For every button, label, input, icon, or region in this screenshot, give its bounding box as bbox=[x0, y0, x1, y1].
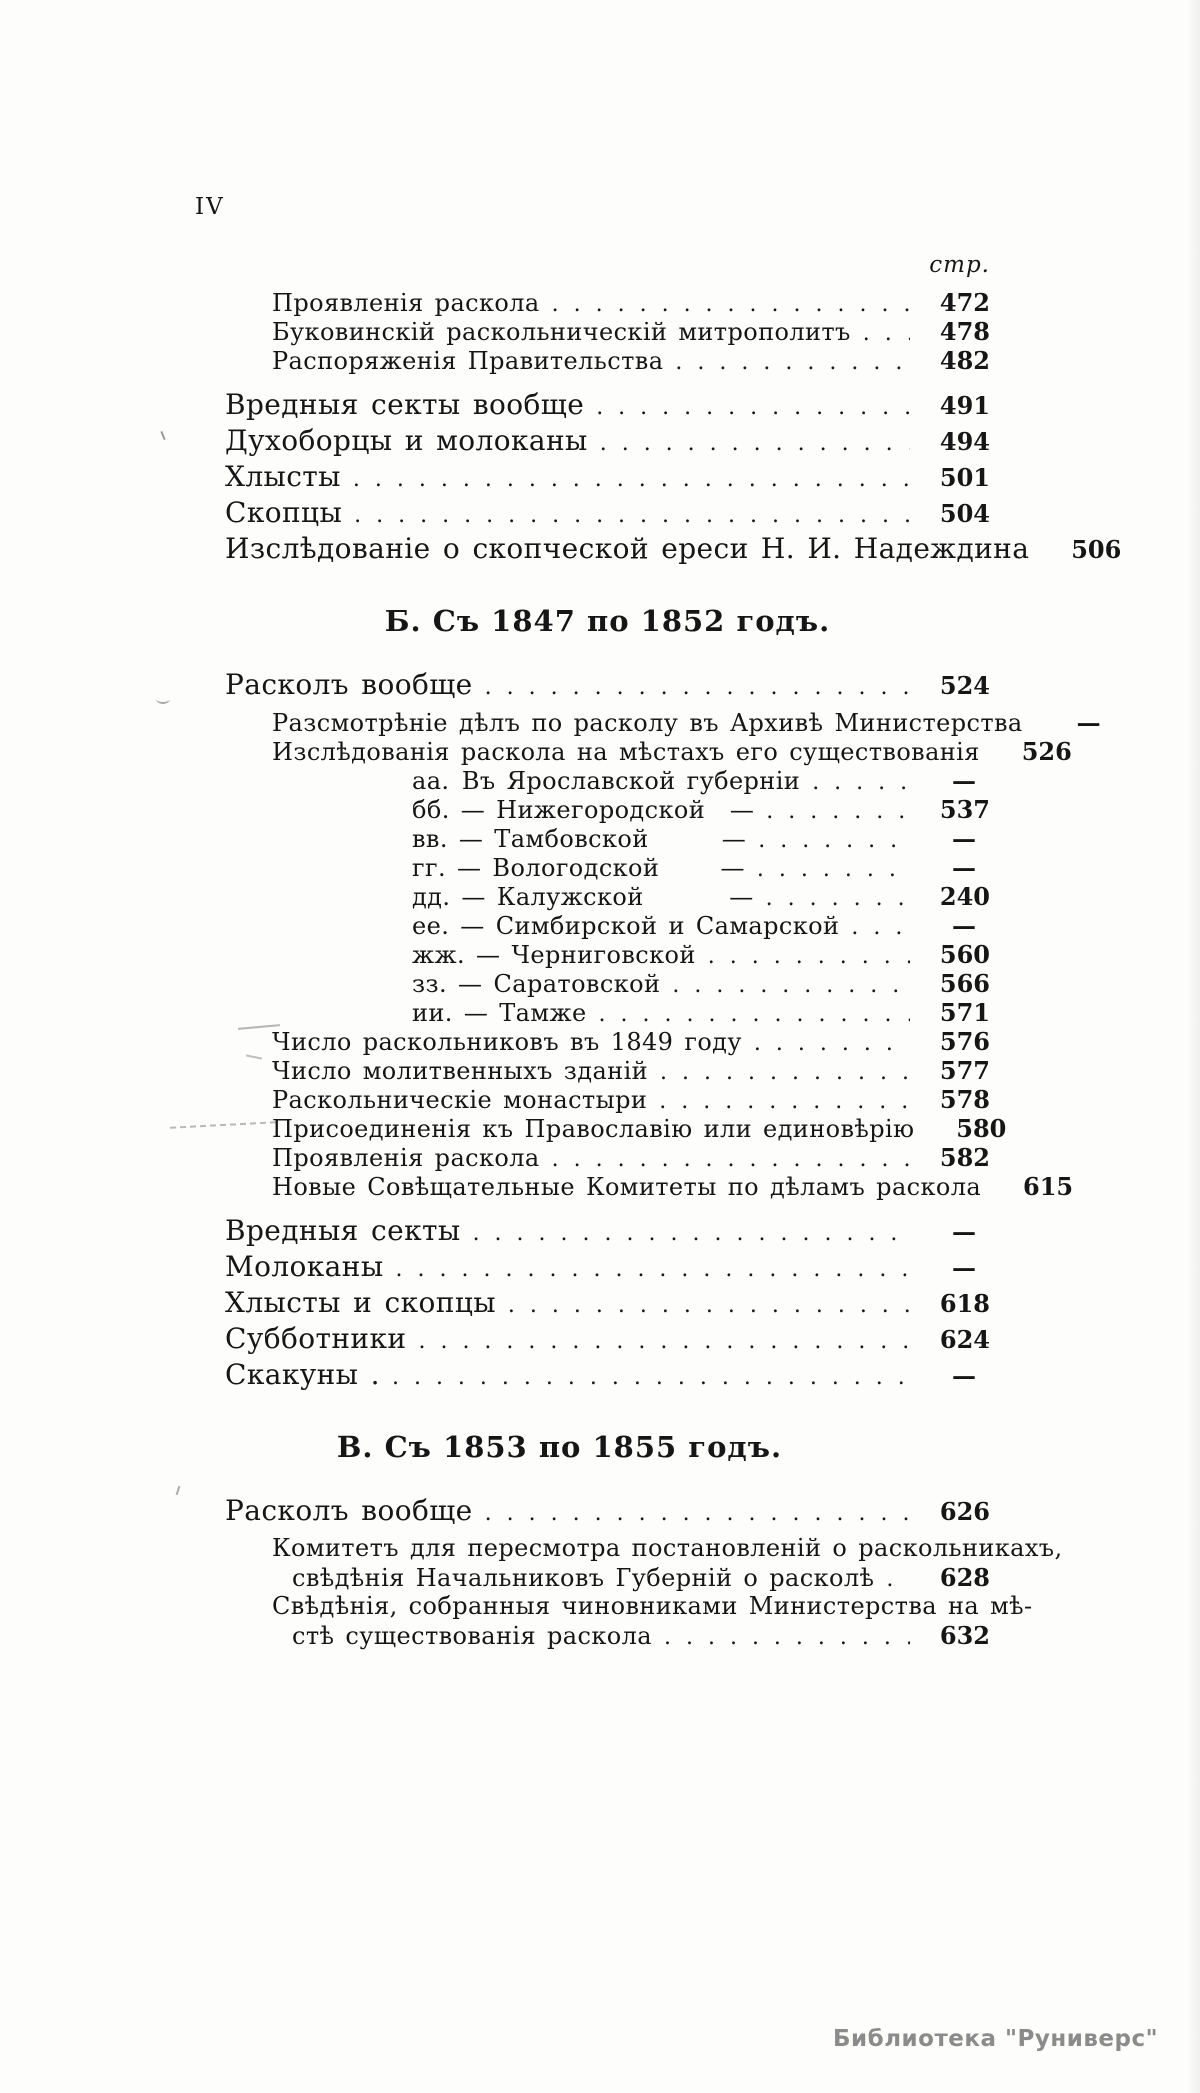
dot-leader bbox=[754, 1029, 910, 1058]
page-number: 491 bbox=[939, 391, 990, 420]
dot-leader bbox=[353, 462, 910, 498]
toc-entry-label: Хлысты и скопцы bbox=[225, 1286, 496, 1319]
toc-row bbox=[0, 1249, 990, 1285]
toc-entry-label: Изслѣдованія раскола на мѣстахъ его существованія bbox=[272, 738, 980, 766]
page-number: — bbox=[952, 1361, 976, 1390]
page-number: 524 bbox=[939, 671, 990, 700]
toc-row bbox=[0, 667, 990, 703]
toc-row bbox=[0, 795, 990, 824]
toc-row bbox=[0, 495, 990, 531]
page-number: 501 bbox=[939, 463, 990, 492]
toc-entry-label: Проявленія раскола bbox=[272, 289, 540, 317]
dot-leader bbox=[485, 670, 910, 706]
dot-leader bbox=[552, 290, 910, 319]
page-number: — bbox=[952, 1253, 976, 1282]
dot-leader bbox=[473, 1216, 910, 1252]
toc-entry-label: Субботники bbox=[225, 1322, 407, 1355]
toc-row bbox=[0, 998, 990, 1027]
page-number: 577 bbox=[939, 1056, 990, 1085]
toc-row bbox=[0, 459, 990, 495]
dot-leader bbox=[664, 1623, 910, 1652]
toc-entry-label: Новые Совѣщательные Комитеты по дѣламъ раскола bbox=[272, 1173, 982, 1201]
toc-entry-label: гг. — Вологодской — bbox=[412, 854, 745, 882]
toc-row bbox=[0, 1321, 990, 1357]
toc-entry-label: Раскольническіе монастыри bbox=[272, 1086, 648, 1114]
page-number: — bbox=[952, 766, 976, 795]
dot-leader bbox=[708, 942, 910, 971]
toc-entry-label: Скопцы bbox=[225, 496, 343, 529]
page-number: 566 bbox=[939, 969, 990, 998]
toc-row bbox=[0, 1085, 990, 1114]
page-number: 478 bbox=[939, 317, 990, 346]
toc-row bbox=[0, 737, 1072, 766]
toc-row bbox=[0, 1534, 1063, 1563]
page-number: — bbox=[952, 853, 976, 882]
toc-row bbox=[0, 1114, 1007, 1143]
toc-section bbox=[0, 1427, 1063, 1650]
section-heading: В. Съ 1853 по 1855 годъ. bbox=[336, 1430, 783, 1464]
toc-row bbox=[0, 288, 990, 317]
page-number: — bbox=[952, 911, 976, 940]
dot-leader bbox=[758, 826, 910, 855]
page-number: 624 bbox=[939, 1325, 990, 1354]
page-number: 526 bbox=[1021, 737, 1072, 766]
page-number: 582 bbox=[939, 1143, 990, 1172]
toc-row bbox=[0, 423, 990, 459]
dot-leader bbox=[757, 855, 910, 884]
page-number: — bbox=[952, 824, 976, 853]
toc-entry-label: Скакуны . bbox=[225, 1358, 380, 1391]
dot-leader bbox=[392, 1360, 910, 1396]
toc-entry-label: Число раскольниковъ въ 1849 году bbox=[272, 1028, 742, 1056]
dot-leader bbox=[851, 913, 910, 942]
toc-entry-label: Молоканы bbox=[225, 1250, 384, 1283]
page-number: — bbox=[1076, 708, 1101, 737]
library-watermark: Библиотека "Руниверс" bbox=[833, 2026, 1159, 2052]
toc-entry-label: дд. — Калужской — bbox=[412, 883, 754, 911]
page-number: 506 bbox=[1071, 535, 1122, 564]
toc-row bbox=[0, 969, 990, 998]
page-column-header: стр. bbox=[929, 252, 990, 278]
page-number: 571 bbox=[939, 998, 990, 1027]
toc-row bbox=[0, 824, 990, 853]
toc-entry-label: аа. Въ Ярославской губерніи bbox=[412, 767, 801, 795]
toc-row bbox=[0, 1493, 990, 1529]
toc-entry-label: ее. — Симбирской и Самарской bbox=[412, 912, 840, 940]
dot-leader bbox=[552, 1145, 910, 1174]
dot-leader bbox=[508, 1288, 910, 1324]
toc-section bbox=[0, 601, 1101, 1393]
section-heading: Б. Съ 1847 по 1852 годъ. bbox=[384, 604, 831, 638]
dot-leader bbox=[485, 1496, 910, 1532]
page-number: 560 bbox=[939, 940, 990, 969]
dot-leader bbox=[766, 797, 910, 826]
toc-row bbox=[0, 1357, 990, 1393]
toc-entry-label: Комитетъ для пересмотра постановленій о раскольникахъ, bbox=[272, 1534, 1063, 1562]
dot-leader bbox=[354, 498, 910, 534]
dot-leader bbox=[660, 1058, 910, 1087]
page-number: 626 bbox=[939, 1497, 990, 1526]
dot-leader bbox=[396, 1252, 910, 1288]
toc-entry-label: бб. — Нижегородской — bbox=[412, 796, 755, 824]
page-number: 618 bbox=[939, 1289, 990, 1318]
dot-leader bbox=[812, 768, 910, 797]
toc-row bbox=[0, 1563, 990, 1592]
toc-entry-label: Свѣдѣнія, собранныя чиновниками Министерства на мѣ- bbox=[272, 1592, 1033, 1620]
toc-row bbox=[0, 911, 990, 940]
toc-entry-label: Вредныя секты вообще bbox=[225, 388, 585, 421]
page-number: 240 bbox=[939, 882, 990, 911]
dot-leader bbox=[659, 1087, 910, 1116]
toc-entry-label: зз. — Саратовской bbox=[412, 970, 661, 998]
toc-entry-label: Число молитвенныхъ зданій bbox=[272, 1057, 649, 1085]
toc-row bbox=[0, 1056, 990, 1085]
toc-row bbox=[0, 766, 990, 795]
toc-row bbox=[0, 346, 990, 375]
toc-entry-label: Проявленія раскола bbox=[272, 1144, 540, 1172]
dot-leader bbox=[600, 426, 910, 462]
toc-entry-label: Духоборцы и молоканы bbox=[225, 424, 588, 457]
toc bbox=[0, 288, 1122, 1650]
toc-row bbox=[0, 940, 990, 969]
toc-entry-label: ии. — Тамже bbox=[412, 999, 587, 1027]
page-number: 537 bbox=[939, 795, 990, 824]
toc-entry-label: вв. — Тамбовской — bbox=[412, 825, 747, 853]
toc-row bbox=[0, 531, 1122, 567]
dot-leader bbox=[766, 884, 910, 913]
toc-entry-label: Присоединенія къ Православію или единовѣрію bbox=[272, 1115, 915, 1143]
dot-leader bbox=[863, 319, 910, 348]
toc-row bbox=[0, 853, 990, 882]
dot-leader bbox=[596, 390, 910, 426]
toc-row bbox=[0, 1285, 990, 1321]
toc-entry-label: свѣдѣнія Начальниковъ Губерній о расколѣ bbox=[292, 1564, 875, 1592]
folio-number: IV bbox=[195, 194, 225, 220]
dot-leader bbox=[675, 348, 910, 377]
toc-row bbox=[0, 1621, 990, 1650]
toc-row bbox=[0, 317, 990, 346]
page-number: 482 bbox=[939, 346, 990, 375]
page-number: — bbox=[952, 1217, 976, 1246]
toc-entry-label: Изслѣдованіе о скопческой ереси Н. И. Надеждина bbox=[225, 532, 1030, 565]
toc-entry-label: жж. — Черниговской bbox=[412, 941, 696, 969]
toc-row bbox=[0, 1143, 990, 1172]
toc-entry-label: Расколъ вообще bbox=[225, 668, 473, 701]
toc-entry-label: Вредныя секты bbox=[225, 1214, 461, 1247]
toc-entry-label: Распоряженія Правительства bbox=[272, 347, 664, 375]
toc-entry-label: Буковинскій раскольническій митрополитъ bbox=[272, 318, 851, 346]
toc-section bbox=[0, 288, 1122, 567]
toc-row bbox=[0, 1027, 990, 1056]
toc-row bbox=[0, 882, 990, 911]
page-number: 632 bbox=[939, 1621, 990, 1650]
toc-row bbox=[0, 1592, 1033, 1621]
page-number: 494 bbox=[939, 427, 990, 456]
toc-entry-label: Хлысты bbox=[225, 460, 341, 493]
dot-leader bbox=[418, 1324, 910, 1360]
toc-row bbox=[0, 1172, 1074, 1201]
dot-leader bbox=[672, 971, 910, 1000]
page-number: 504 bbox=[939, 499, 990, 528]
toc-row bbox=[0, 387, 990, 423]
page-number: 615 bbox=[1023, 1172, 1074, 1201]
toc-entry-label: Разсмотрѣніе дѣлъ по расколу въ Архивѣ Министерства bbox=[272, 709, 1023, 737]
toc-row bbox=[0, 708, 1101, 737]
page-number: 576 bbox=[939, 1027, 990, 1056]
page-number: 472 bbox=[939, 288, 990, 317]
dot-leader bbox=[599, 1000, 910, 1029]
dot-leader bbox=[886, 1565, 910, 1594]
toc-row bbox=[0, 1213, 990, 1249]
page-number: 580 bbox=[956, 1114, 1007, 1143]
toc-entry-label: Расколъ вообще bbox=[225, 1494, 473, 1527]
toc-entry-label: стѣ существованія раскола bbox=[292, 1622, 652, 1650]
page-number: 628 bbox=[939, 1563, 990, 1592]
page-number: 578 bbox=[939, 1085, 990, 1114]
